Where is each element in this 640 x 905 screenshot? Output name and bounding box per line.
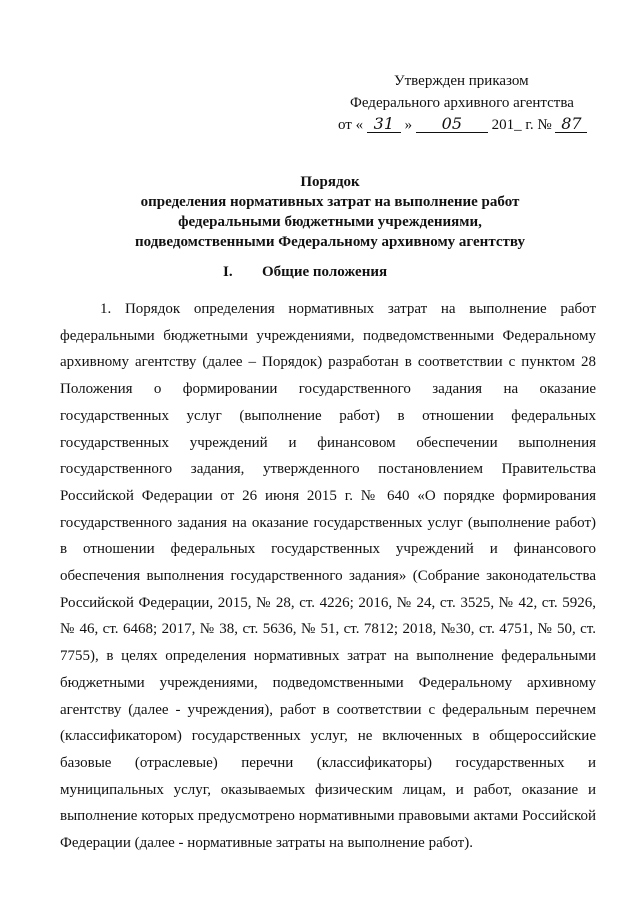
document-body [60, 296, 596, 857]
title-line-3: федеральными бюджетными учреждениями, [178, 214, 482, 230]
handwritten-day: 31 [367, 116, 401, 133]
section-number: I. [223, 264, 233, 280]
year-and-number-label: 201_ г. № [491, 117, 552, 133]
handwritten-order-number: 87 [555, 116, 587, 133]
approval-stamp [330, 70, 590, 136]
paragraph-1: 1. Порядок определения нормативных затрат на выполнение работ федеральными бюджетными учреждениями, подведомственными Федеральному архивному агентству (далее – Порядок) разработан в соответствии с пунктом 28 Положения о формировании государственного задания на оказание государственных услуг (выполнение работ) в отношении федеральных государственных учреждений и финансовом обеспечении выполнения государственного задания, утвержденного постановлением Правительства Российской Федерации от 26 июня 2015 г. № 640 «О порядке формирования государственного задания на оказание государственных услуг (выполнение работ) в отношении федеральных государственных учреждений и финансового обеспечения выполнения государственного задания» (Собрание законодательства Российской Федерации, 2015, № 28, ст. 4226; 2016, № 24, ст. 3525, № 42, ст. 5926, № 46, ст. 6468; 2017, № 38, ст. 5636, № 51, ст. 7812; 2018, №30, ст. 4751, № 50, ст. 7755), в целях определения нормативных затрат на выполнение федеральными бюджетными учреждениями, подведомственными Федеральному архивному агентству (далее - учреждения), работ в соответствии с федеральным перечнем (классификатором) государственных услуг, не включенных в общероссийские базовые (отраслевые) перечни (классификаторы) государственных и муниципальных услуг, оказываемых физическим лицам, и работ, оказание и выполнение которых предусмотрено нормативными правовыми актами Российской Федерации (далее - нормативные затраты на выполнение работ). [60, 301, 596, 852]
title-line-1: Порядок [300, 174, 360, 190]
section-name: Общие положения [262, 264, 388, 280]
approval-line-1: Утвержден приказом [394, 73, 529, 89]
date-prefix: от « [338, 117, 364, 133]
title-line-2: определения нормативных затрат на выполнение работ [140, 194, 520, 210]
approval-date-line [330, 114, 590, 136]
document-title [60, 172, 600, 252]
title-line-4: подведомственными Федеральному архивному агентству [135, 234, 525, 250]
approval-line-2: Федерального архивного агентства [350, 95, 574, 111]
date-mid: » [404, 117, 413, 133]
handwritten-month: 05 [416, 116, 488, 133]
